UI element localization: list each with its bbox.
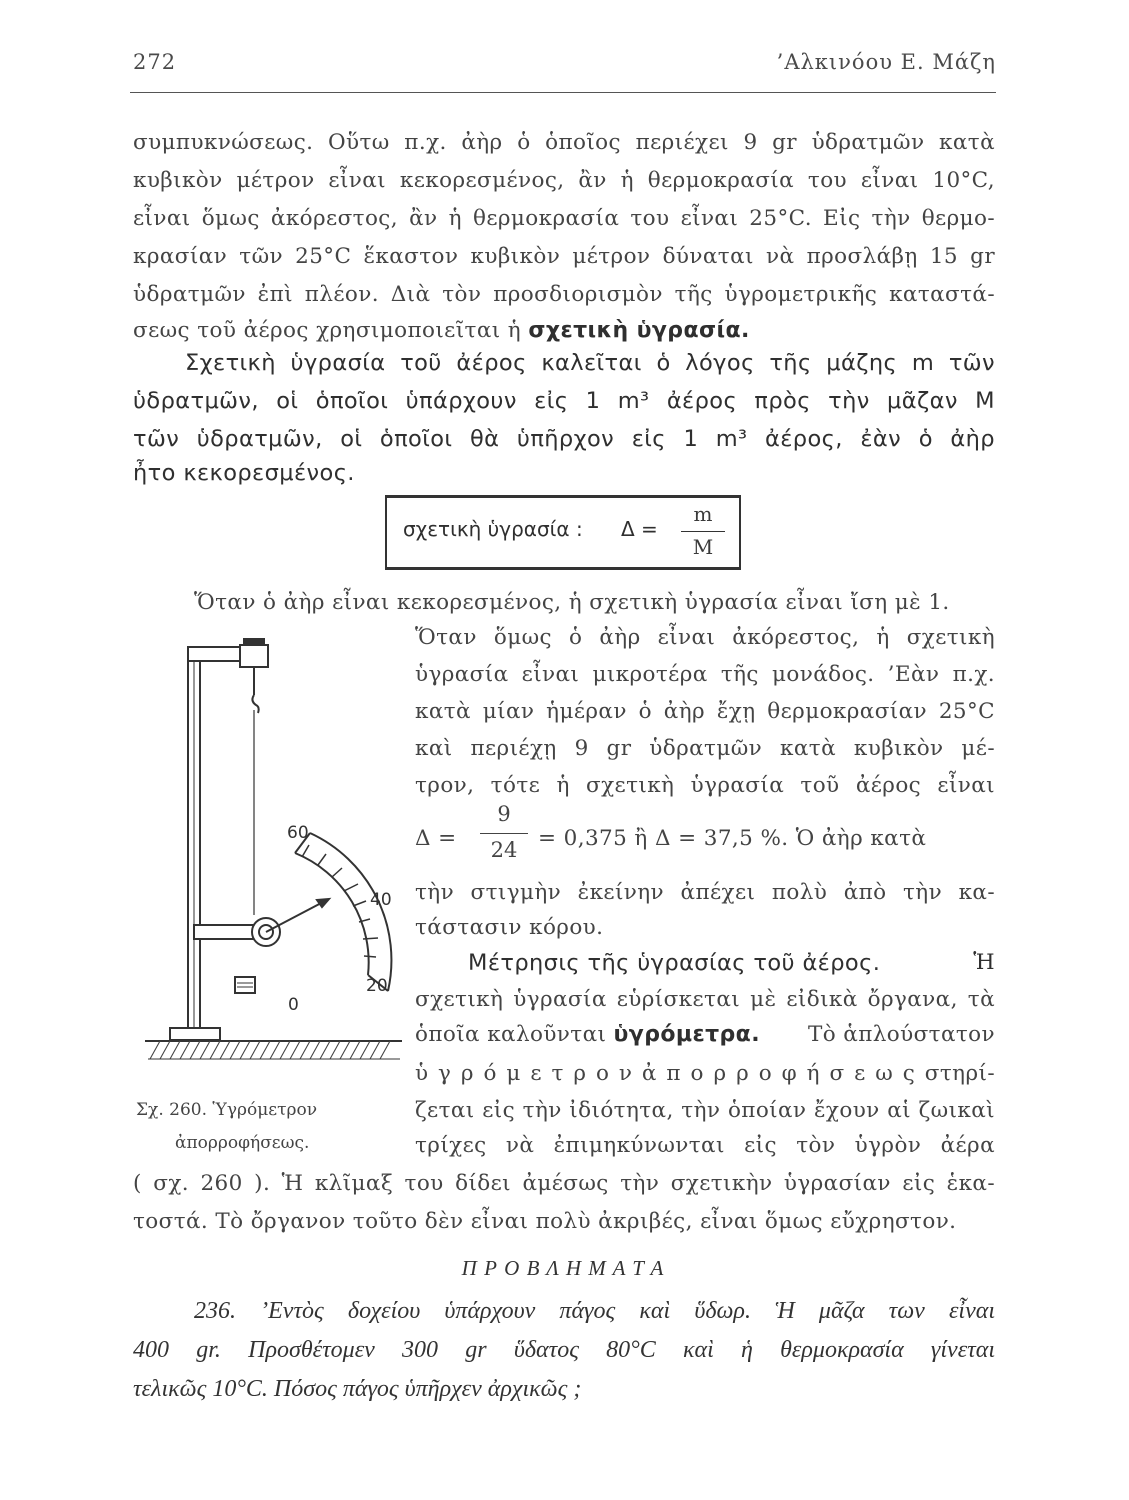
problem-line: 236. ’Εντὸς δοχείου ὑπάρχουν πάγος καὶ ὕδωρ. Ἡ μᾶζα των εἶναι — [194, 1298, 995, 1324]
para3-line: τὴν στιγμὴν ἐκείνην ἀπέχει πολὺ ἀπὸ τὴν κα- — [415, 880, 995, 905]
term-hygrometers: ὑγρόμετρα. — [613, 1022, 760, 1047]
para3-line: καὶ περιέχῃ 9 gr ὑδρατμῶν κατὰ κυβικὸν μέ- — [415, 736, 995, 761]
header-rule — [130, 92, 996, 93]
para1-line: κυβικὸν μέτρον εἶναι κεκορεσμένος, ἂν ἡ θερμοκρασία του εἶναι 10°C, — [133, 168, 995, 193]
definition-line: ὑδρατμῶν, οἱ ὁποῖοι ὑπάρχουν εἰς 1 m³ ἀέρος πρὸς τὴν μᾶζαν Μ — [133, 388, 995, 414]
example-lhs: Δ = — [415, 826, 457, 851]
scale-label-20: 20 — [366, 976, 388, 996]
figure-caption-line: ἀπορροφήσεως. — [175, 1133, 310, 1153]
para3-line: Ὅταν ὅμως ὁ ἀὴρ εἶναι ἀκόρεστος, ἡ σχετικὴ — [415, 625, 995, 650]
para1-line: ὑδρατμῶν ἐπὶ πλέον. Διὰ τὸν προσδιορισμὸν τῆς ὑγρομετρικῆς καταστά- — [133, 282, 995, 307]
para4-line — [415, 1022, 995, 1047]
example-rest: = 0,375 ἢ Δ = 37,5 %. Ὁ ἀὴρ κατὰ — [538, 826, 927, 851]
problems-heading: Π Ρ Ο Β Λ Η Μ Α Τ Α — [461, 1256, 665, 1280]
para4-line: ( σχ. 260 ). Ἡ κλῖμαξ του δίδει ἀμέσως τὴν σχετικὴν ὑγρασίαν εἰς ἑκα- — [133, 1171, 995, 1196]
para3-line: ὑγρασία εἶναι μικροτέρα τῆς μονάδος. ’Εὰν π.χ. — [415, 662, 995, 687]
para4-line: σχετικὴ ὑγρασία εὑρίσκεται μὲ εἰδικὰ ὄργανα, τὰ — [415, 987, 995, 1012]
para3-line: Ὅταν ὁ ἀὴρ εἶναι κεκορεσμένος, ἡ σχετικὴ ὑγρασία εἶναι ἴση μὲ 1. — [194, 590, 950, 615]
section-heading-text: Μέτρησις τῆς ὑγρασίας τοῦ ἀέρος. — [468, 950, 881, 976]
figure-caption-line: Σχ. 260. Ὑγρόμετρον — [136, 1100, 318, 1120]
formula-lhs: Δ = — [621, 517, 658, 541]
hygrometer-figure — [130, 625, 415, 1075]
example-numerator: 9 — [497, 802, 511, 826]
para1-line-last — [133, 318, 995, 343]
definition-line: Σχετικὴ ὑγρασία τοῦ ἀέρος καλεῖται ὁ λόγος τῆς μάζης m τῶν — [185, 350, 995, 376]
example-fraction-bar — [480, 833, 528, 834]
para4-line: ζεται εἰς τὴν ἰδιότητα, τὴν ὁποίαν ἔχουν αἱ ζωικαὶ — [415, 1098, 995, 1123]
para4-text: Τὸ ἁπλούστατον — [807, 1022, 995, 1047]
para1-line: εἶναι ὅμως ἀκόρεστος, ἂν ἡ θερμοκρασία του εἶναι 25°C. Εἰς τὴν θερμο- — [133, 206, 995, 231]
page-number: 272 — [133, 50, 177, 74]
running-title: ’Αλκινόου Ε. Μάζη — [776, 50, 996, 74]
formula-numerator: m — [693, 502, 713, 526]
formula-label: σχετικὴ ὑγρασία : — [403, 517, 583, 541]
scale-label-0: 0 — [288, 995, 299, 1015]
para3-line: τρον, τότε ἡ σχετικὴ ὑγρασία τοῦ ἀέρος εἶναι — [415, 773, 995, 798]
example-denominator: 24 — [490, 838, 518, 862]
definition-line: ἦτο κεκορεσμένος. — [133, 460, 355, 486]
fraction-bar — [681, 531, 725, 532]
para1-line: κρασίαν τῶν 25°C ἕκαστον κυβικὸν μέτρον δύναται νὰ προσλάβῃ 15 gr — [133, 244, 995, 269]
problem-line: 400 gr. Προσθέτομεν 300 gr ὕδατος 80°C καὶ ἡ θερμοκρασία γίνεται — [133, 1337, 995, 1363]
scale-label-60: 60 — [287, 823, 309, 843]
para4-line: τοστά. Τὸ ὄργανον τοῦτο δὲν εἶναι πολὺ ἀκριβές, εἶναι ὅμως εὔχρηστον. — [133, 1209, 957, 1234]
para1-last-text: σεως τοῦ ἀέρος χρησιμοποιεῖται ἡ — [133, 318, 522, 343]
section-heading-tail: Ἡ — [973, 950, 995, 975]
para4-line: ὑ γ ρ ό μ ε τ ρ ο ν ἀ π ο ρ ρ ο φ ή σ ε ω ς στηρί- — [415, 1061, 995, 1086]
section-heading — [468, 950, 995, 976]
para1-line: συμπυκνώσεως. Οὕτω π.χ. ἀὴρ ὁ ὁποῖος περιέχει 9 gr ὑδρατμῶν κατὰ — [133, 130, 995, 155]
formula-denominator: M — [692, 535, 714, 559]
para3-line: τάστασιν κόρου. — [415, 915, 604, 940]
para4-line: τρίχες νὰ ἐπιμηκύνωνται εἰς τὸν ὑγρὸν ἀέρα — [415, 1133, 995, 1158]
para3-line: κατὰ μίαν ἡμέραν ὁ ἀὴρ ἔχῃ θερμοκρασίαν 25°C — [415, 699, 995, 724]
formula-box — [385, 495, 741, 570]
definition-line: τῶν ὑδρατμῶν, οἱ ὁποῖοι θὰ ὑπῆρχον εἰς 1 m³ ἀέρος, ἐὰν ὁ ἀὴρ — [133, 426, 995, 452]
problem-line: τελικῶς 10°C. Πόσος πάγος ὑπῆρχεν ἀρχικῶς ; — [133, 1376, 582, 1402]
term-relative-humidity: σχετικὴ ὑγρασία. — [528, 318, 750, 343]
scale-label-40: 40 — [370, 890, 392, 910]
para4-text: ὁποῖα καλοῦνται — [415, 1022, 607, 1047]
